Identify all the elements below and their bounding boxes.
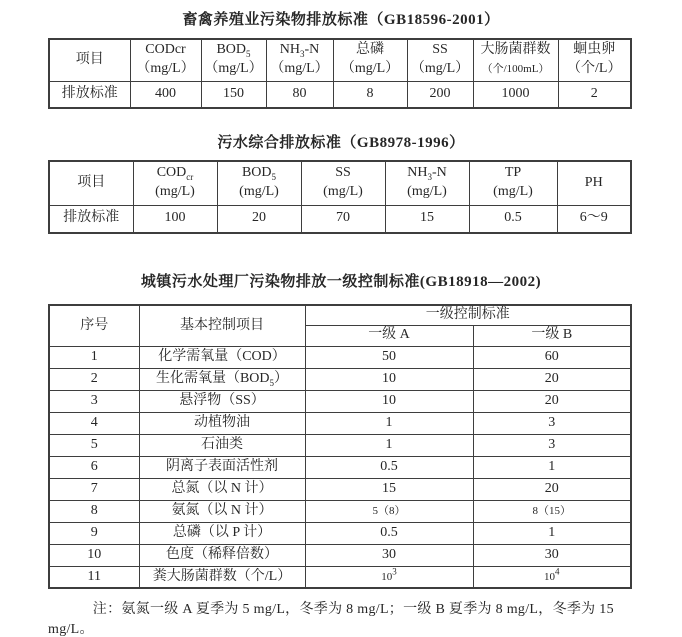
table-row [49, 39, 631, 81]
cell-text: BOD [241, 165, 272, 181]
table3-title: 城镇污水处理厂污染物排放一级控制标准(GB18918—2002) [140, 274, 542, 290]
table-cell [473, 456, 631, 478]
table-cell [305, 346, 473, 368]
cell-text: 一级控制标准 [425, 307, 510, 322]
table-cell [139, 500, 305, 522]
table-cell [469, 205, 557, 233]
cell-text: 7 [90, 480, 98, 496]
table-cell [49, 205, 133, 233]
cell-text: 10 [382, 370, 396, 386]
header-cell [49, 39, 130, 81]
cell-text: 11 [87, 568, 101, 584]
cell-text: 0.5 [380, 524, 398, 540]
table-row [49, 434, 631, 456]
header-cell [49, 305, 139, 346]
cell-text: 5 [269, 377, 275, 388]
table-cell [301, 205, 385, 233]
table1-title: 畜禽养殖业污染物排放标准（GB18596-2001） [182, 12, 500, 28]
table-cell [407, 81, 473, 108]
table-cell [139, 368, 305, 390]
cell-text: （个/100mL） [481, 63, 550, 76]
header-cell [49, 161, 133, 205]
cell-text: 项目 [75, 51, 104, 67]
table-cell [49, 456, 139, 478]
table-row [49, 368, 631, 390]
table2-title: 污水综合排放标准（GB8978-1996） [217, 135, 465, 151]
cell-text: 5（8） [372, 504, 406, 517]
cell-text: 3 [299, 49, 305, 60]
livestock-standards-table [48, 38, 632, 109]
table-cell [139, 478, 305, 500]
cell-text: 排放标准 [61, 85, 118, 101]
table-cell [49, 522, 139, 544]
cell-text: 20 [544, 370, 559, 386]
header-cell [217, 161, 301, 205]
cell-text: 6 [90, 458, 98, 474]
cell-text: （mg/L） [204, 61, 263, 77]
table-cell [305, 522, 473, 544]
header-cell [473, 325, 631, 346]
cell-text: (mg/L) [155, 184, 195, 200]
cell-text: (mg/L) [239, 184, 279, 200]
cell-text: 20 [544, 480, 559, 496]
table-cell [49, 478, 139, 500]
table-row [49, 161, 631, 205]
cell-text: CODcr [145, 42, 186, 58]
cell-text: 总磷 [356, 42, 384, 58]
table-cell [473, 368, 631, 390]
cell-text: 80 [292, 85, 307, 101]
cell-text: 3 [427, 172, 432, 183]
cell-text: 3 [90, 392, 98, 408]
header-cell [469, 161, 557, 205]
table-cell [139, 390, 305, 412]
table-cell [473, 566, 631, 588]
table-cell [139, 522, 305, 544]
table-row [49, 500, 631, 522]
table-row [49, 346, 631, 368]
cell-text: 1 [548, 458, 556, 474]
cell-text: ） [274, 370, 289, 386]
table-cell [473, 346, 631, 368]
cell-text: 3 [392, 566, 397, 577]
table-cell [139, 346, 305, 368]
footnote: 注：氨氮一级 A 夏季为 5 mg/L，冬季为 8 mg/L；一级 B 夏季为 8 mg/L，冬季为 15 mg/L。 [48, 602, 614, 637]
cell-text: 悬浮物（SS） [179, 392, 265, 408]
cell-text: 3 [548, 414, 556, 430]
cell-text: （mg/L） [270, 61, 329, 77]
cell-text: 一级 A [368, 327, 410, 343]
cell-text: 4 [555, 566, 560, 577]
table-cell [333, 81, 407, 108]
cell-text: 150 [223, 85, 244, 101]
cell-text: 4 [90, 414, 98, 430]
table-cell [139, 544, 305, 566]
cell-text: COD [156, 165, 187, 181]
cell-text: -N [304, 42, 320, 58]
table-cell [473, 412, 631, 434]
table-cell [49, 566, 139, 588]
cell-text: 1 [385, 436, 393, 452]
header-cell [305, 305, 631, 325]
cell-text: 氨氮（以 N 计） [171, 502, 273, 518]
table-cell [133, 205, 217, 233]
table-cell [385, 205, 469, 233]
header-cell [558, 39, 631, 81]
cell-text: 10 [381, 570, 393, 583]
table-cell [305, 500, 473, 522]
cell-text: 10 [544, 570, 555, 583]
cell-text: 总磷（以 P 计） [172, 524, 272, 540]
cell-text: 10 [382, 392, 396, 408]
cell-text: 5 [246, 49, 251, 60]
cell-text: 色度（稀释倍数） [166, 546, 278, 562]
table-cell [473, 522, 631, 544]
table-cell [305, 566, 473, 588]
cell-text: 1 [385, 414, 393, 430]
cell-text: 20 [252, 210, 266, 226]
table-row [49, 522, 631, 544]
table-cell [473, 81, 558, 108]
table-cell [49, 390, 139, 412]
cell-text: SS [432, 42, 448, 58]
cell-text: 30 [382, 546, 396, 562]
table-cell [49, 500, 139, 522]
cell-text: 15 [420, 210, 434, 226]
cell-text: 石油类 [201, 436, 243, 452]
cell-text: 1 [90, 348, 98, 364]
cell-text: 30 [544, 546, 559, 562]
table-cell [49, 434, 139, 456]
cell-text: 8（15） [532, 504, 571, 517]
cell-text: 70 [336, 210, 350, 226]
table-cell [305, 456, 473, 478]
table-cell [473, 478, 631, 500]
table-cell [305, 412, 473, 434]
table-row [49, 478, 631, 500]
table-cell [266, 81, 333, 108]
cell-text: 15 [382, 480, 396, 496]
cell-text: 0.5 [504, 210, 522, 226]
table-row [49, 205, 631, 233]
cell-text: SS [335, 165, 351, 181]
table-cell [217, 205, 301, 233]
cell-text: 60 [544, 348, 559, 364]
cell-text: 5 [271, 172, 277, 183]
cell-text: cr [186, 172, 194, 183]
header-cell [133, 161, 217, 205]
cell-text: 粪大肠菌群数（个/L） [152, 568, 292, 584]
cell-text: 20 [544, 392, 559, 408]
table-cell [473, 434, 631, 456]
cell-text: 化学需氧量（COD） [158, 348, 286, 364]
cell-text: 50 [382, 348, 396, 364]
table-cell [49, 412, 139, 434]
header-cell [266, 39, 333, 81]
cell-text: （mg/L） [410, 61, 470, 77]
header-cell [407, 39, 473, 81]
cell-text: 序号 [80, 317, 109, 333]
cell-text: 9 [90, 524, 98, 540]
cell-text: 项目 [77, 174, 106, 190]
table-cell [139, 412, 305, 434]
table-row [49, 566, 631, 588]
table-cell [473, 544, 631, 566]
cell-text: 6～9 [579, 210, 608, 226]
urban-wwtp-standards-table [48, 304, 632, 589]
table-cell [305, 478, 473, 500]
table-cell [305, 368, 473, 390]
cell-text: 3 [548, 436, 556, 452]
table-row [49, 390, 631, 412]
cell-text: 一级 B [531, 327, 573, 343]
cell-text: 100 [164, 210, 186, 226]
cell-text: 生化需氧量（BOD [155, 370, 270, 386]
cell-text: 8 [90, 502, 98, 518]
wastewater-standards-table [48, 160, 632, 234]
table-cell [305, 390, 473, 412]
cell-text: BOD [216, 42, 247, 58]
cell-text: 蛔虫卵 [573, 42, 616, 58]
cell-text: （mg/L） [340, 61, 400, 77]
cell-text: (mg/L) [407, 184, 447, 200]
table-cell [130, 81, 201, 108]
cell-text: -N [431, 165, 447, 181]
cell-text: 基本控制项目 [180, 317, 264, 333]
cell-text: 动植物油 [194, 414, 250, 430]
header-cell [201, 39, 266, 81]
header-cell [305, 325, 473, 346]
cell-text: 2 [90, 370, 98, 386]
cell-text: 10 [87, 546, 102, 562]
table-row [49, 456, 631, 478]
table-cell [139, 566, 305, 588]
cell-text: 阴离子表面活性剂 [166, 458, 278, 474]
table-row [49, 544, 631, 566]
header-cell [301, 161, 385, 205]
cell-text: 大肠菌群数 [480, 42, 551, 58]
table-cell [305, 544, 473, 566]
cell-text: （个/L） [567, 61, 622, 77]
header-cell [557, 161, 631, 205]
table-cell [557, 205, 631, 233]
cell-text: 400 [155, 85, 176, 101]
cell-text: 2 [590, 85, 598, 101]
header-cell [333, 39, 407, 81]
table-row [49, 81, 631, 108]
cell-text: NH [407, 165, 428, 181]
cell-text: 5 [90, 436, 98, 452]
header-cell [139, 305, 305, 346]
cell-text: 总氮（以 N 计） [171, 480, 273, 496]
cell-text: NH [279, 42, 300, 58]
cell-text: 200 [429, 85, 451, 101]
header-cell [385, 161, 469, 205]
table-cell [201, 81, 266, 108]
table-cell [49, 346, 139, 368]
table-cell [139, 434, 305, 456]
cell-text: 8 [366, 85, 374, 101]
table-row [49, 305, 631, 325]
cell-text: PH [584, 174, 603, 190]
table-row [49, 412, 631, 434]
cell-text: 0.5 [380, 458, 398, 474]
table-cell [473, 500, 631, 522]
cell-text: 1000 [501, 85, 530, 101]
table-cell [49, 544, 139, 566]
cell-text: （mg/L） [136, 61, 195, 77]
cell-text: (mg/L) [323, 184, 363, 200]
cell-text: (mg/L) [493, 184, 533, 200]
table-cell [558, 81, 631, 108]
table-cell [49, 368, 139, 390]
cell-text: 1 [548, 524, 556, 540]
cell-text: TP [504, 165, 522, 181]
table-cell [305, 434, 473, 456]
header-cell [130, 39, 201, 81]
header-cell [473, 39, 558, 81]
table-cell [473, 390, 631, 412]
table-cell [139, 456, 305, 478]
table-cell [49, 81, 130, 108]
cell-text: 排放标准 [63, 210, 120, 226]
